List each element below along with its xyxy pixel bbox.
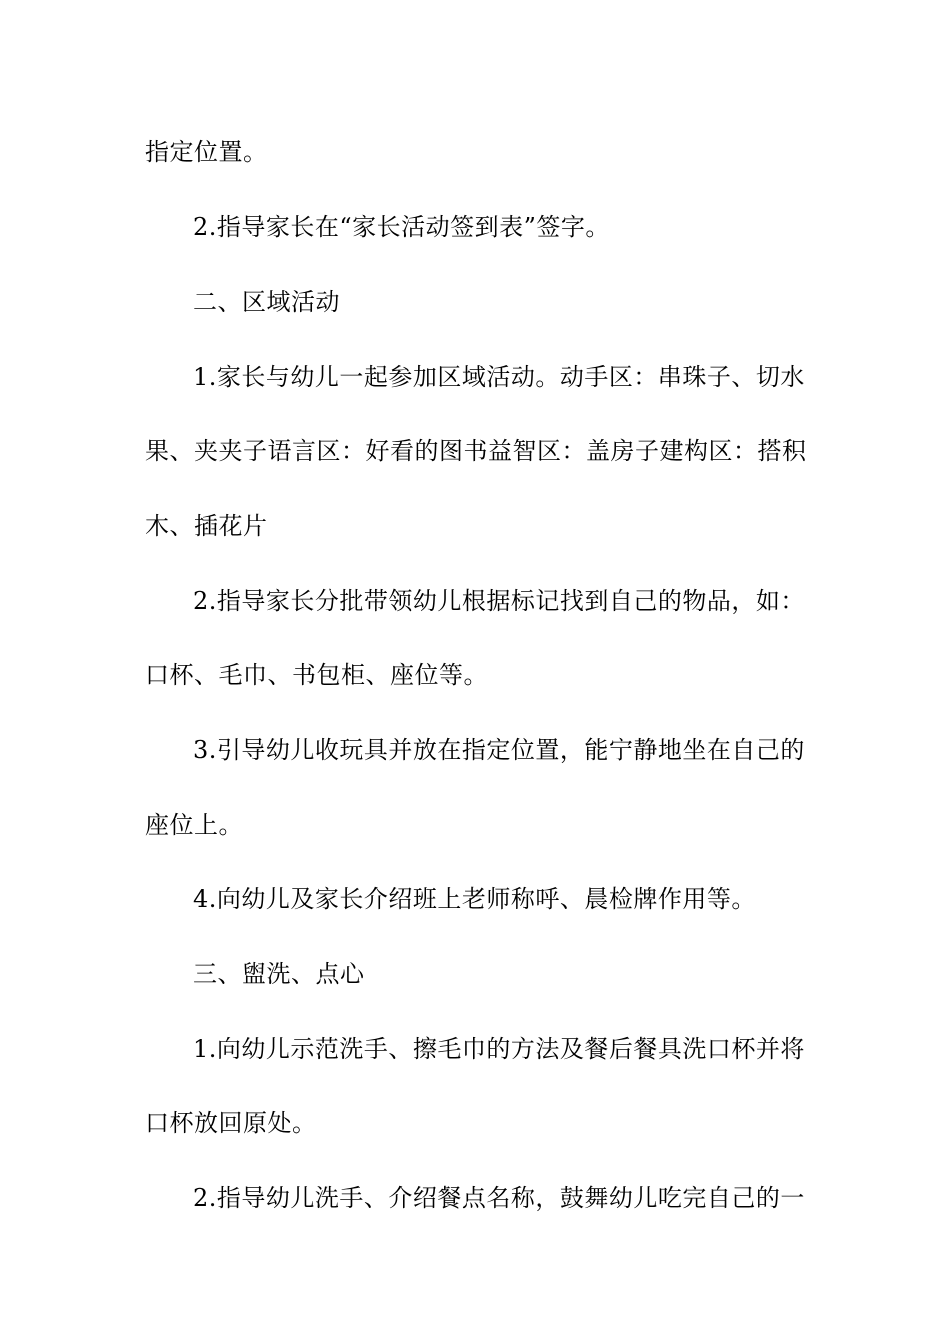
paragraph-line: 2.指导幼儿洗手、介绍餐点名称，鼓舞幼儿吃完自己的一: [193, 1184, 805, 1212]
paragraph-line: 座位上。: [145, 811, 243, 839]
paragraph-line: 2.指导家长在“家长活动签到表”签字。: [193, 213, 610, 241]
paragraph-line: 指定位置。: [145, 138, 268, 166]
paragraph-line: 木、插花片: [145, 512, 268, 540]
paragraph-line: 果、夹夹子语言区：好看的图书益智区：盖房子建构区：搭积: [145, 437, 807, 465]
section-heading: 三、盥洗、点心: [193, 960, 365, 988]
paragraph-line: 口杯、毛巾、书包柜、座位等。: [145, 661, 488, 689]
section-heading: 二、区域活动: [193, 288, 340, 316]
paragraph-line: 1.向幼儿示范洗手、擦毛巾的方法及餐后餐具洗口杯并将: [193, 1035, 805, 1063]
paragraph-line: 4.向幼儿及家长介绍班上老师称呼、晨检牌作用等。: [193, 885, 756, 913]
paragraph-line: 1.家长与幼儿一起参加区域活动。动手区：串珠子、切水: [193, 363, 805, 391]
paragraph-line: 2.指导家长分批带领幼儿根据标记找到自己的物品，如：: [193, 587, 805, 615]
paragraph-line: 口杯放回原处。: [145, 1109, 317, 1137]
paragraph-line: 3.引导幼儿收玩具并放在指定位置，能宁静地坐在自己的: [193, 736, 805, 764]
